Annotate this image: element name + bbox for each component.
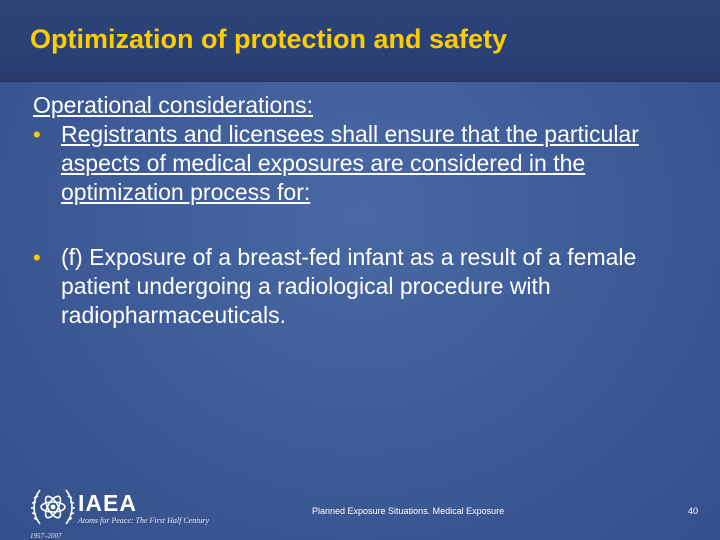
section-heading: Operational considerations:	[33, 92, 313, 118]
logo-years: 1957–2007	[30, 532, 62, 540]
iaea-logo	[30, 482, 220, 538]
slide-title: Optimization of protection and safety	[30, 24, 508, 54]
title-bar	[0, 0, 720, 82]
footer-caption: Planned Exposure Situations. Medical Exposure	[312, 506, 505, 516]
bullet-text: (f) Exposure of a breast-fed infant as a result of a female patient undergoing a radiological procedure with radiopharmaceuticals.	[61, 244, 637, 328]
logo-tagline: Atoms for Peace: The First Half Century	[78, 516, 210, 525]
page-number: 40	[688, 506, 699, 516]
bullet-icon: •	[33, 245, 41, 270]
bullet-icon: •	[33, 122, 41, 147]
logo-text: IAEA	[78, 490, 137, 516]
bullet-text: Registrants and licensees shall ensure that the particular aspects of medical exposures are considered in the optimization process for:	[61, 121, 639, 205]
iaea-atom-emblem-icon	[30, 484, 76, 532]
slide-content	[33, 91, 693, 330]
bullet-item	[33, 243, 693, 330]
bullet-item	[33, 120, 693, 207]
